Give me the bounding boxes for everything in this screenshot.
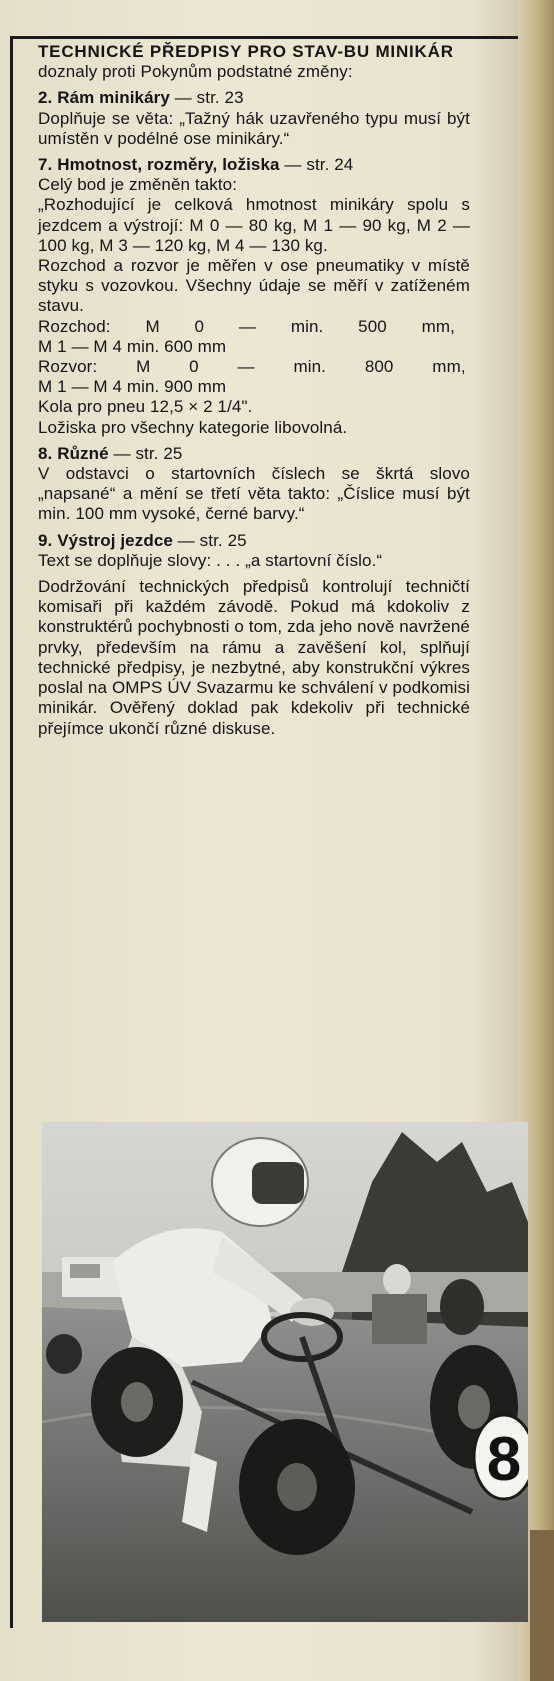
column-frame-top-rule [10,36,518,39]
item-8-body: V odstavci o startovních číslech se škrtá slovo „napsané“ a mění se třetí věta takto: „Číslice musí být min. 100 mm vysoké, černé barvy.“ [38,464,470,524]
item-8-heading [38,444,470,464]
item-7-measure: Rozchod a rozvor je měřen v ose pneumatiky v místě styku s vozovkou. Všechny údaje se měří v zatíženém stavu. [38,256,470,316]
photo-helmet-visor [252,1162,304,1204]
item-2-title: 2. Rám minikáry [38,88,170,108]
item-9-heading [38,531,470,551]
item-8-ref: — str. 25 [108,443,183,463]
intro-heading: TECHNICKÉ PŘEDPISY PRO STAV-BU MINIKÁR [38,42,454,61]
item-7-loziska: Ložiska pro všechny kategorie libovolná. [38,417,348,437]
item-7-rozvor-line-2: M 1 — M 4 min. 900 mm [38,377,227,397]
photo-spectator-head [383,1264,411,1296]
item-7-weights: „Rozhodující je celková hmotnost minikáry spolu s jezdcem a výstrojí: M 0 — 80 kg, M 1 — 90 kg, M 2 — 100 kg, M 3 — 120 kg, M 4 — 130 kg. [38,195,470,255]
photo-middle-hub [277,1463,317,1511]
item-7-title: 7. Hmotnost, rozměry, ložiska [38,155,280,175]
photo-spectator-2 [440,1279,484,1335]
item-2-body: Doplňuje se věta: „Tažný hák uzavřeného typu musí být umístěn v podélné ose minikáry.“ [38,108,470,148]
race-photo-illustration [42,1122,528,1622]
closing-paragraph: Dodržování technických předpisů kontrolují techničtí komisaři při každém závodě. Pokud má kdokoliv z konstruktérů pochybnosti o tom, zda jeho nově navržené prvky, především na rámu a zavěšení kol, splňují technické předpisy, je nezbytné, aby konstrukční výkres poslal na OMPS ÚV Svazarmu ke schválení v podkomisi minikár. Ověřený doklad pak kdekoliv při technické přejímce ukončí různé diskuse. [38,577,470,738]
item-9-ref: — str. 25 [172,530,247,550]
item-7-rozchod-line-2: M 1 — M 4 min. 600 mm [38,336,227,356]
page-edge-shadow [530,1530,554,1681]
race-photo [42,1122,528,1622]
item-7-kola: Kola pro pneu 12,5 × 2 1/4". [38,397,253,417]
photo-start-number: 8 [486,1425,522,1494]
item-7-rozvor-line-1: Rozvor: M 0 — min. 800 mm, [38,357,466,377]
article-column [38,42,470,745]
photo-spectator-body [372,1294,427,1344]
item-7-heading [38,155,470,175]
intro-paragraph [38,42,470,82]
item-7-ref: — str. 24 [279,155,354,175]
intro-rest: doznaly proti Pokynům podstatné změny: [38,62,353,82]
item-9-title: 9. Výstroj jezdce [38,530,173,550]
column-frame-left-rule [10,36,13,1628]
item-7-intro: Celý bod je změněn takto: [38,175,238,195]
item-9-body: Text se doplňuje slovy: . . . „a startovní číslo.“ [38,550,383,570]
item-8-title: 8. Různé [38,443,109,463]
photo-rear-hub [121,1382,153,1422]
photo-van-window [70,1264,100,1278]
item-2-heading [38,88,470,108]
photo-other-kart-wheel [46,1334,82,1374]
item-2-ref: — str. 23 [169,88,244,108]
item-7-rozchod-line-1: Rozchod: M 0 — min. 500 mm, [38,316,455,336]
